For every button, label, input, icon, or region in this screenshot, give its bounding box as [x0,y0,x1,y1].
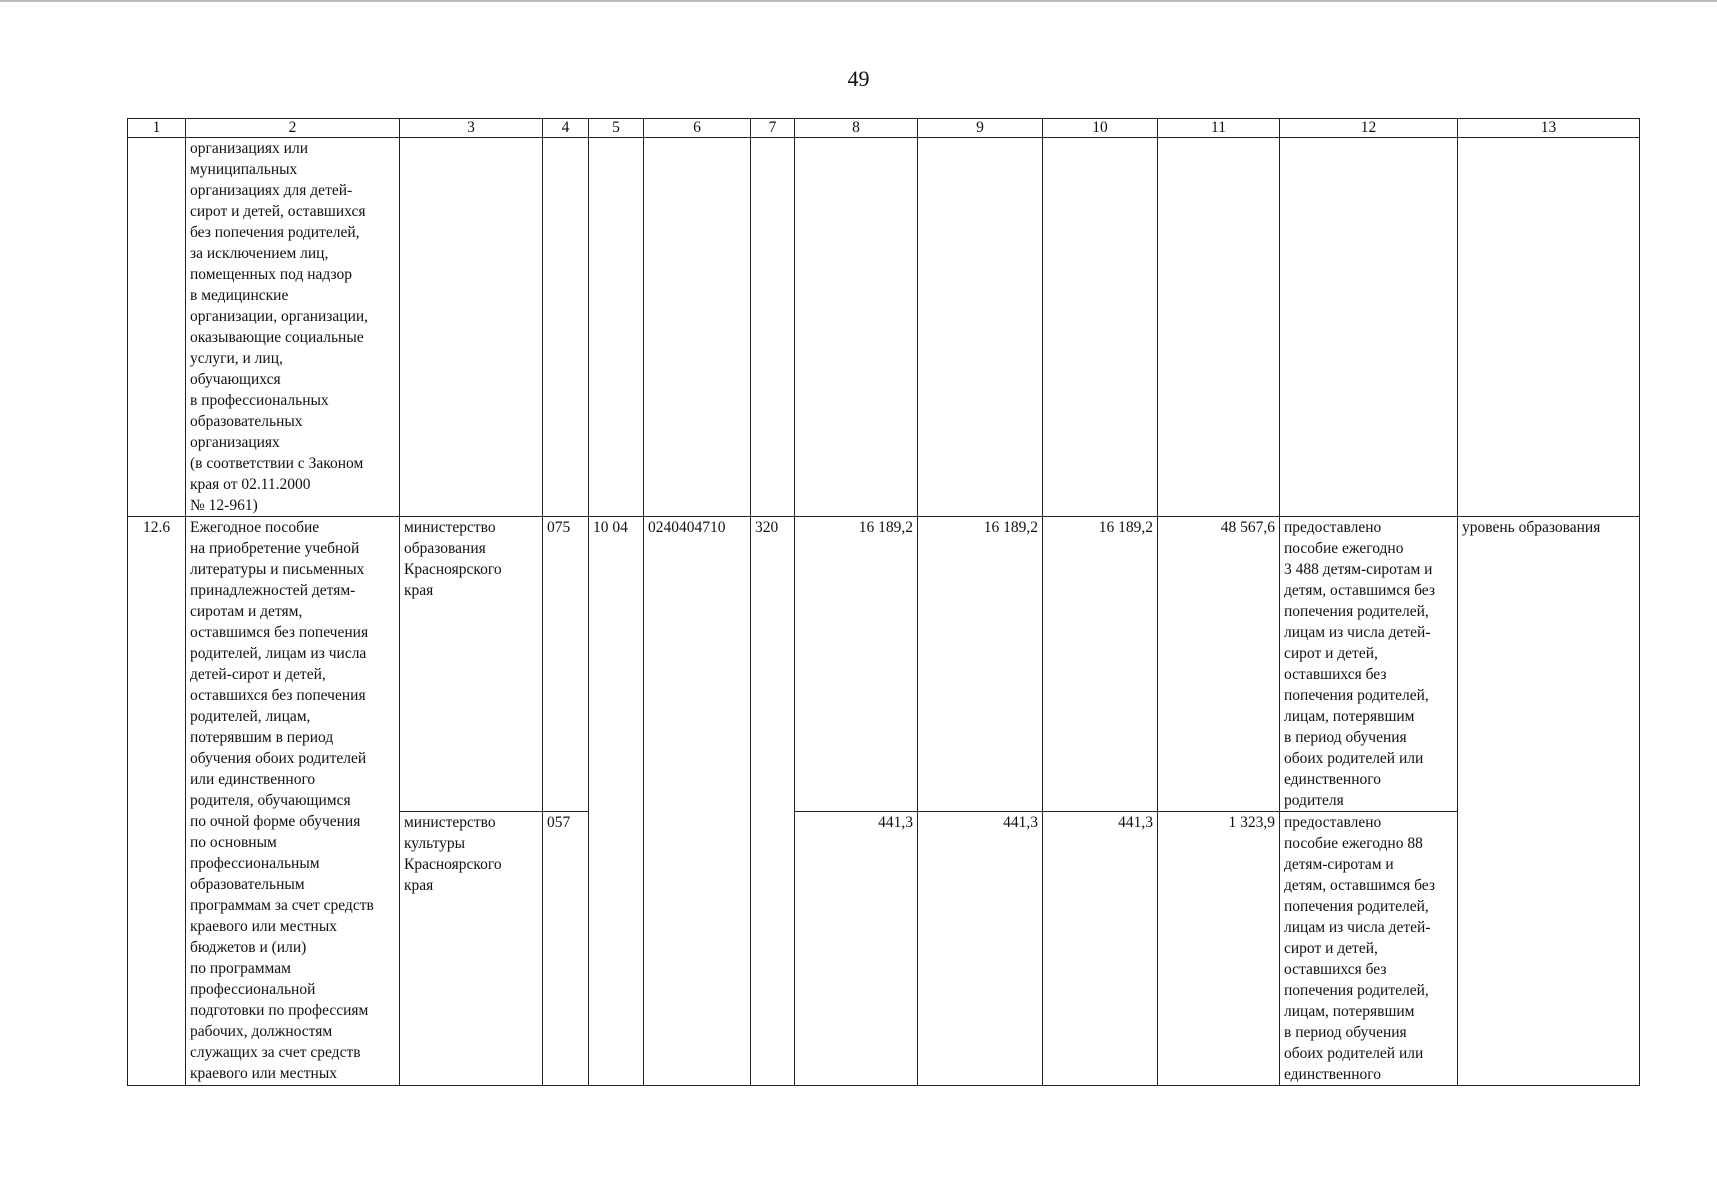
cell-result: предоставлено пособие ежегодно 88 детям-сиротам и детям, оставшимся без попечения родителей, лицам из числа детей- сирот и детей, оставшихся без попечения родителей, лицам, потерявшим в период обучения обоих родителей или единственного [1280,812,1458,1086]
header-row [128,119,1640,138]
cell-indicator: уровень образования [1458,517,1640,1086]
cell-year1 [795,138,918,517]
cell-grbs: 075 [543,517,589,812]
col-header-8: 8 [795,119,918,138]
cell-description: Ежегодное пособие на приобретение учебной литературы и письменных принадлежностей детям- сиротам и детям, оставшимся без попечения родителей, лицам из числа детей-сирот и детей, оставшихся без попечения родителей, лицам, потерявшим в период обучения обоих родителей или единственного родителя, обучающимся по очной форме обучения по основным профессиональным образовательным программам за счет средств краевого или местных бюджетов и (или) по программам профессиональной подготовки по профессиям рабочих, должностям служащих за счет средств краевого или местных [186,517,400,1086]
cell-grbs [543,138,589,517]
cell-description: организациях или муниципальных организациях для детей- сирот и детей, оставшихся без попечения родителей, за исключением лиц, помещенных под надзор в медицинские организации, организации, оказывающие социальные услуги, и лиц, обучающихся в профессиональных образовательных организациях (в соответствии с Законом края от 02.11.2000 № 12-961) [186,138,400,517]
cell-indicator [1458,138,1640,517]
col-header-11: 11 [1158,119,1280,138]
scan-edge [0,0,1717,2]
cell-total [1158,138,1280,517]
cell-executor: министерство культуры Красноярского края [400,812,543,1086]
col-header-5: 5 [589,119,644,138]
col-header-7: 7 [751,119,795,138]
col-header-13: 13 [1458,119,1640,138]
col-header-3: 3 [400,119,543,138]
col-header-10: 10 [1043,119,1158,138]
col-header-6: 6 [644,119,751,138]
cell-year3 [1043,138,1158,517]
cell-year1: 441,3 [795,812,918,1086]
cell-result: предоставлено пособие ежегодно 3 488 детям-сиротам и детям, оставшимся без попечения родителей, лицам из числа детей- сирот и детей, оставшихся без попечения родителей, лицам, потерявшим в период обучения обоих родителей или единственного родителя [1280,517,1458,812]
cell-total: 48 567,6 [1158,517,1280,812]
cell-expense-type: 320 [751,517,795,1086]
col-header-2: 2 [186,119,400,138]
cell-result [1280,138,1458,517]
cell-expense-type [751,138,795,517]
cell-year2 [918,138,1043,517]
cell-number [128,138,186,517]
cell-total: 1 323,9 [1158,812,1280,1086]
cell-year3: 16 189,2 [1043,517,1158,812]
cell-year2: 16 189,2 [918,517,1043,812]
cell-executor: министерство образования Красноярского края [400,517,543,812]
cell-grbs: 057 [543,812,589,1086]
col-header-12: 12 [1280,119,1458,138]
cell-section: 10 04 [589,517,644,1086]
col-header-9: 9 [918,119,1043,138]
program-activities-table [127,118,1640,1086]
cell-year1: 16 189,2 [795,517,918,812]
cell-section [589,138,644,517]
col-header-4: 4 [543,119,589,138]
cell-target-code: 0240404710 [644,517,751,1086]
cell-number: 12.6 [128,517,186,1086]
cell-year3: 441,3 [1043,812,1158,1086]
page-number: 49 [847,66,870,91]
cell-target-code [644,138,751,517]
cell-year2: 441,3 [918,812,1043,1086]
col-header-1: 1 [128,119,186,138]
table-row-continuation [128,138,1640,517]
table-row-12-6 [128,517,1640,812]
cell-executor [400,138,543,517]
